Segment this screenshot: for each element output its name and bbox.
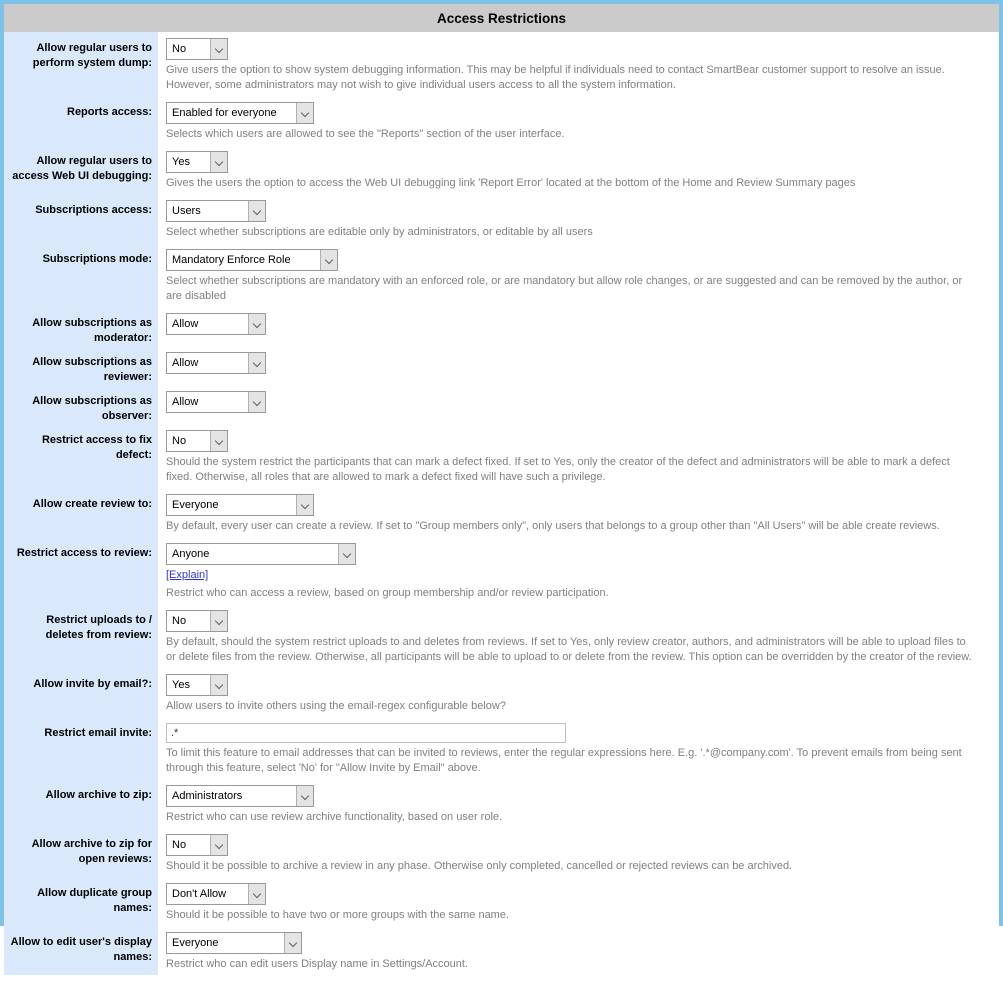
field-description: Should the system restrict the participants that can mark a defect fixed. If set to Yes, only the creator of the defect and administrators will be able to mark a defect fixed. Otherwise, all roles that are allowed to mark a defect fixed will have such a privilege. [166, 456, 950, 483]
chevron-down-icon [210, 431, 227, 451]
chevron-down-icon [210, 611, 227, 631]
field-description: To limit this feature to email addresses that can be invited to reviews, enter the regular expressions here. E.g. '.*@company.com'. To prevent emails from being sent through this feature, select 'No' for "Allow Invite by Email" above. [166, 747, 962, 774]
archive-zip-open-select[interactable] [166, 834, 228, 856]
field-description: By default, every user can create a review. If set to "Group members only", only users that belongs to a group other than "All Users" will be able create reviews. [166, 520, 940, 532]
setting-row-system-dump [4, 32, 999, 96]
field-label: Allow invite by email?: [4, 668, 158, 717]
select-value: Allow [172, 318, 199, 330]
setting-row-edit-display-names [4, 926, 999, 975]
webui-debugging-select[interactable] [166, 151, 228, 173]
allow-create-review-select[interactable] [166, 494, 314, 516]
chevron-down-icon [248, 314, 265, 334]
field-label: Subscriptions access: [4, 194, 158, 243]
field-description: Selects which users are allowed to see the "Reports" section of the user interface. [166, 128, 565, 140]
chevron-down-icon [284, 933, 301, 953]
setting-row-restrict-access-review [4, 537, 999, 604]
field-label: Restrict access to review: [4, 537, 158, 604]
restrict-uploads-select[interactable] [166, 610, 228, 632]
select-value: Anyone [172, 548, 210, 560]
select-value: Enabled for everyone [172, 107, 277, 119]
select-value: Everyone [172, 499, 219, 511]
field-label: Allow subscriptions as reviewer: [4, 346, 158, 385]
select-value: Allow [172, 357, 199, 369]
field-value-cell [158, 668, 999, 717]
select-value: No [172, 43, 187, 55]
field-value-cell [158, 243, 999, 307]
select-value: Allow [172, 396, 199, 408]
field-value-cell [158, 604, 999, 668]
field-value-cell [158, 32, 999, 96]
setting-row-subscriptions-reviewer [4, 346, 999, 385]
chevron-down-icon [338, 544, 355, 564]
allow-invite-email-select[interactable] [166, 674, 228, 696]
select-value: Don't Allow [172, 888, 227, 900]
field-value-cell [158, 488, 999, 537]
field-value-cell [158, 717, 999, 779]
setting-row-reports-access [4, 96, 999, 145]
field-label: Reports access: [4, 96, 158, 145]
setting-row-subscriptions-mode [4, 243, 999, 307]
select-value: No [172, 435, 187, 447]
page-title: Access Restrictions [436, 10, 567, 26]
chevron-down-icon [248, 353, 265, 373]
field-description: Allow users to invite others using the email-regex configurable below? [166, 700, 506, 712]
edit-display-names-select[interactable] [166, 932, 302, 954]
select-value: Users [172, 205, 201, 217]
restrict-access-review-select[interactable] [166, 543, 356, 565]
chevron-down-icon [296, 786, 313, 806]
field-description: Should it be possible to have two or more groups with the same name. [166, 909, 510, 921]
field-label: Allow subscriptions as moderator: [4, 307, 158, 346]
subscriptions-moderator-select[interactable] [166, 313, 266, 335]
setting-row-webui-debugging [4, 145, 999, 194]
chevron-down-icon [248, 201, 265, 221]
field-label: Allow regular users to access Web UI debugging: [4, 145, 158, 194]
bottom-spacer [4, 975, 999, 983]
select-value: Yes [172, 679, 190, 691]
system-dump-select[interactable] [166, 38, 228, 60]
field-label: Allow to edit user's display names: [4, 926, 158, 975]
field-label: Allow archive to zip for open reviews: [4, 828, 158, 877]
setting-row-restrict-fix-defect [4, 424, 999, 488]
field-value-cell [158, 307, 999, 346]
chevron-down-icon [210, 152, 227, 172]
field-value-cell [158, 385, 999, 424]
field-label: Restrict email invite: [4, 717, 158, 779]
chevron-down-icon [320, 250, 337, 270]
subscriptions-observer-select[interactable] [166, 391, 266, 413]
field-label: Allow archive to zip: [4, 779, 158, 828]
field-value-cell [158, 194, 999, 243]
setting-row-allow-create-review [4, 488, 999, 537]
chevron-down-icon [210, 675, 227, 695]
subscriptions-mode-select[interactable] [166, 249, 338, 271]
field-value-cell [158, 96, 999, 145]
restrict-email-invite-input[interactable] [166, 723, 566, 743]
settings-form [4, 32, 999, 975]
select-value: No [172, 615, 187, 627]
field-value-cell [158, 828, 999, 877]
field-value-cell [158, 424, 999, 488]
explain-link[interactable]: [Explain] [166, 569, 209, 581]
setting-row-archive-zip-open [4, 828, 999, 877]
select-value: No [172, 839, 187, 851]
field-description: By default, should the system restrict uploads to and deletes from reviews. If set to Yes, only review creator, authors, and administrators will be able to upload files to or delete files from the review. Otherwise, all participants will be able to upload to or delete from the review. This option can be overridden by the creator of the review. [166, 636, 972, 663]
chevron-down-icon [210, 39, 227, 59]
page-header [4, 4, 999, 32]
restrict-fix-defect-select[interactable] [166, 430, 228, 452]
field-value-cell [158, 779, 999, 828]
chevron-down-icon [296, 103, 313, 123]
field-description: Gives the users the option to access the Web UI debugging link 'Report Error' located at the bottom of the Home and Review Summary pages [166, 177, 856, 189]
setting-row-subscriptions-access [4, 194, 999, 243]
field-description: Give users the option to show system debugging information. This may be helpful if individuals need to contact SmartBear customer support to resolve an issue. However, some administrators may not wish to give individual users access to all the system information. [166, 64, 945, 91]
field-value-cell [158, 346, 999, 385]
field-description: Select whether subscriptions are mandatory with an enforced role, or are mandatory but allow role changes, or are suggested and can be removed by the author, or are disabled [166, 275, 963, 302]
duplicate-group-names-select[interactable] [166, 883, 266, 905]
select-value: Mandatory Enforce Role [172, 254, 291, 266]
reports-access-select[interactable] [166, 102, 314, 124]
field-label: Allow subscriptions as observer: [4, 385, 158, 424]
field-label: Allow regular users to perform system dump: [4, 32, 158, 96]
field-value-cell [158, 145, 999, 194]
field-description: Restrict who can use review archive functionality, based on user role. [166, 811, 503, 823]
archive-zip-select[interactable] [166, 785, 314, 807]
setting-row-duplicate-group-names [4, 877, 999, 926]
setting-row-restrict-uploads [4, 604, 999, 668]
field-description: Restrict who can edit users Display name in Settings/Account. [166, 958, 469, 970]
chevron-down-icon [210, 835, 227, 855]
field-value-cell [158, 877, 999, 926]
select-value: Administrators [172, 790, 243, 802]
field-description: Select whether subscriptions are editable only by administrators, or editable by all users [166, 226, 593, 238]
setting-row-subscriptions-moderator [4, 307, 999, 346]
subscriptions-access-select[interactable] [166, 200, 266, 222]
select-value: Yes [172, 156, 190, 168]
select-value: Everyone [172, 937, 219, 949]
setting-row-subscriptions-observer [4, 385, 999, 424]
field-label: Subscriptions mode: [4, 243, 158, 307]
field-value-cell [158, 537, 999, 604]
field-label: Allow create review to: [4, 488, 158, 537]
subscriptions-reviewer-select[interactable] [166, 352, 266, 374]
field-label: Restrict uploads to / deletes from review: [4, 604, 158, 668]
setting-row-restrict-email-invite [4, 717, 999, 779]
chevron-down-icon [248, 884, 265, 904]
chevron-down-icon [248, 392, 265, 412]
field-value-cell [158, 926, 999, 975]
field-description: Should it be possible to archive a review in any phase. Otherwise only completed, cancelled or rejected reviews can be archived. [166, 860, 793, 872]
field-description: Restrict who can access a review, based on group membership and/or review participation. [166, 587, 609, 599]
field-label: Allow duplicate group names: [4, 877, 158, 926]
field-label: Restrict access to fix defect: [4, 424, 158, 488]
setting-row-allow-invite-email [4, 668, 999, 717]
setting-row-archive-zip [4, 779, 999, 828]
chevron-down-icon [296, 495, 313, 515]
